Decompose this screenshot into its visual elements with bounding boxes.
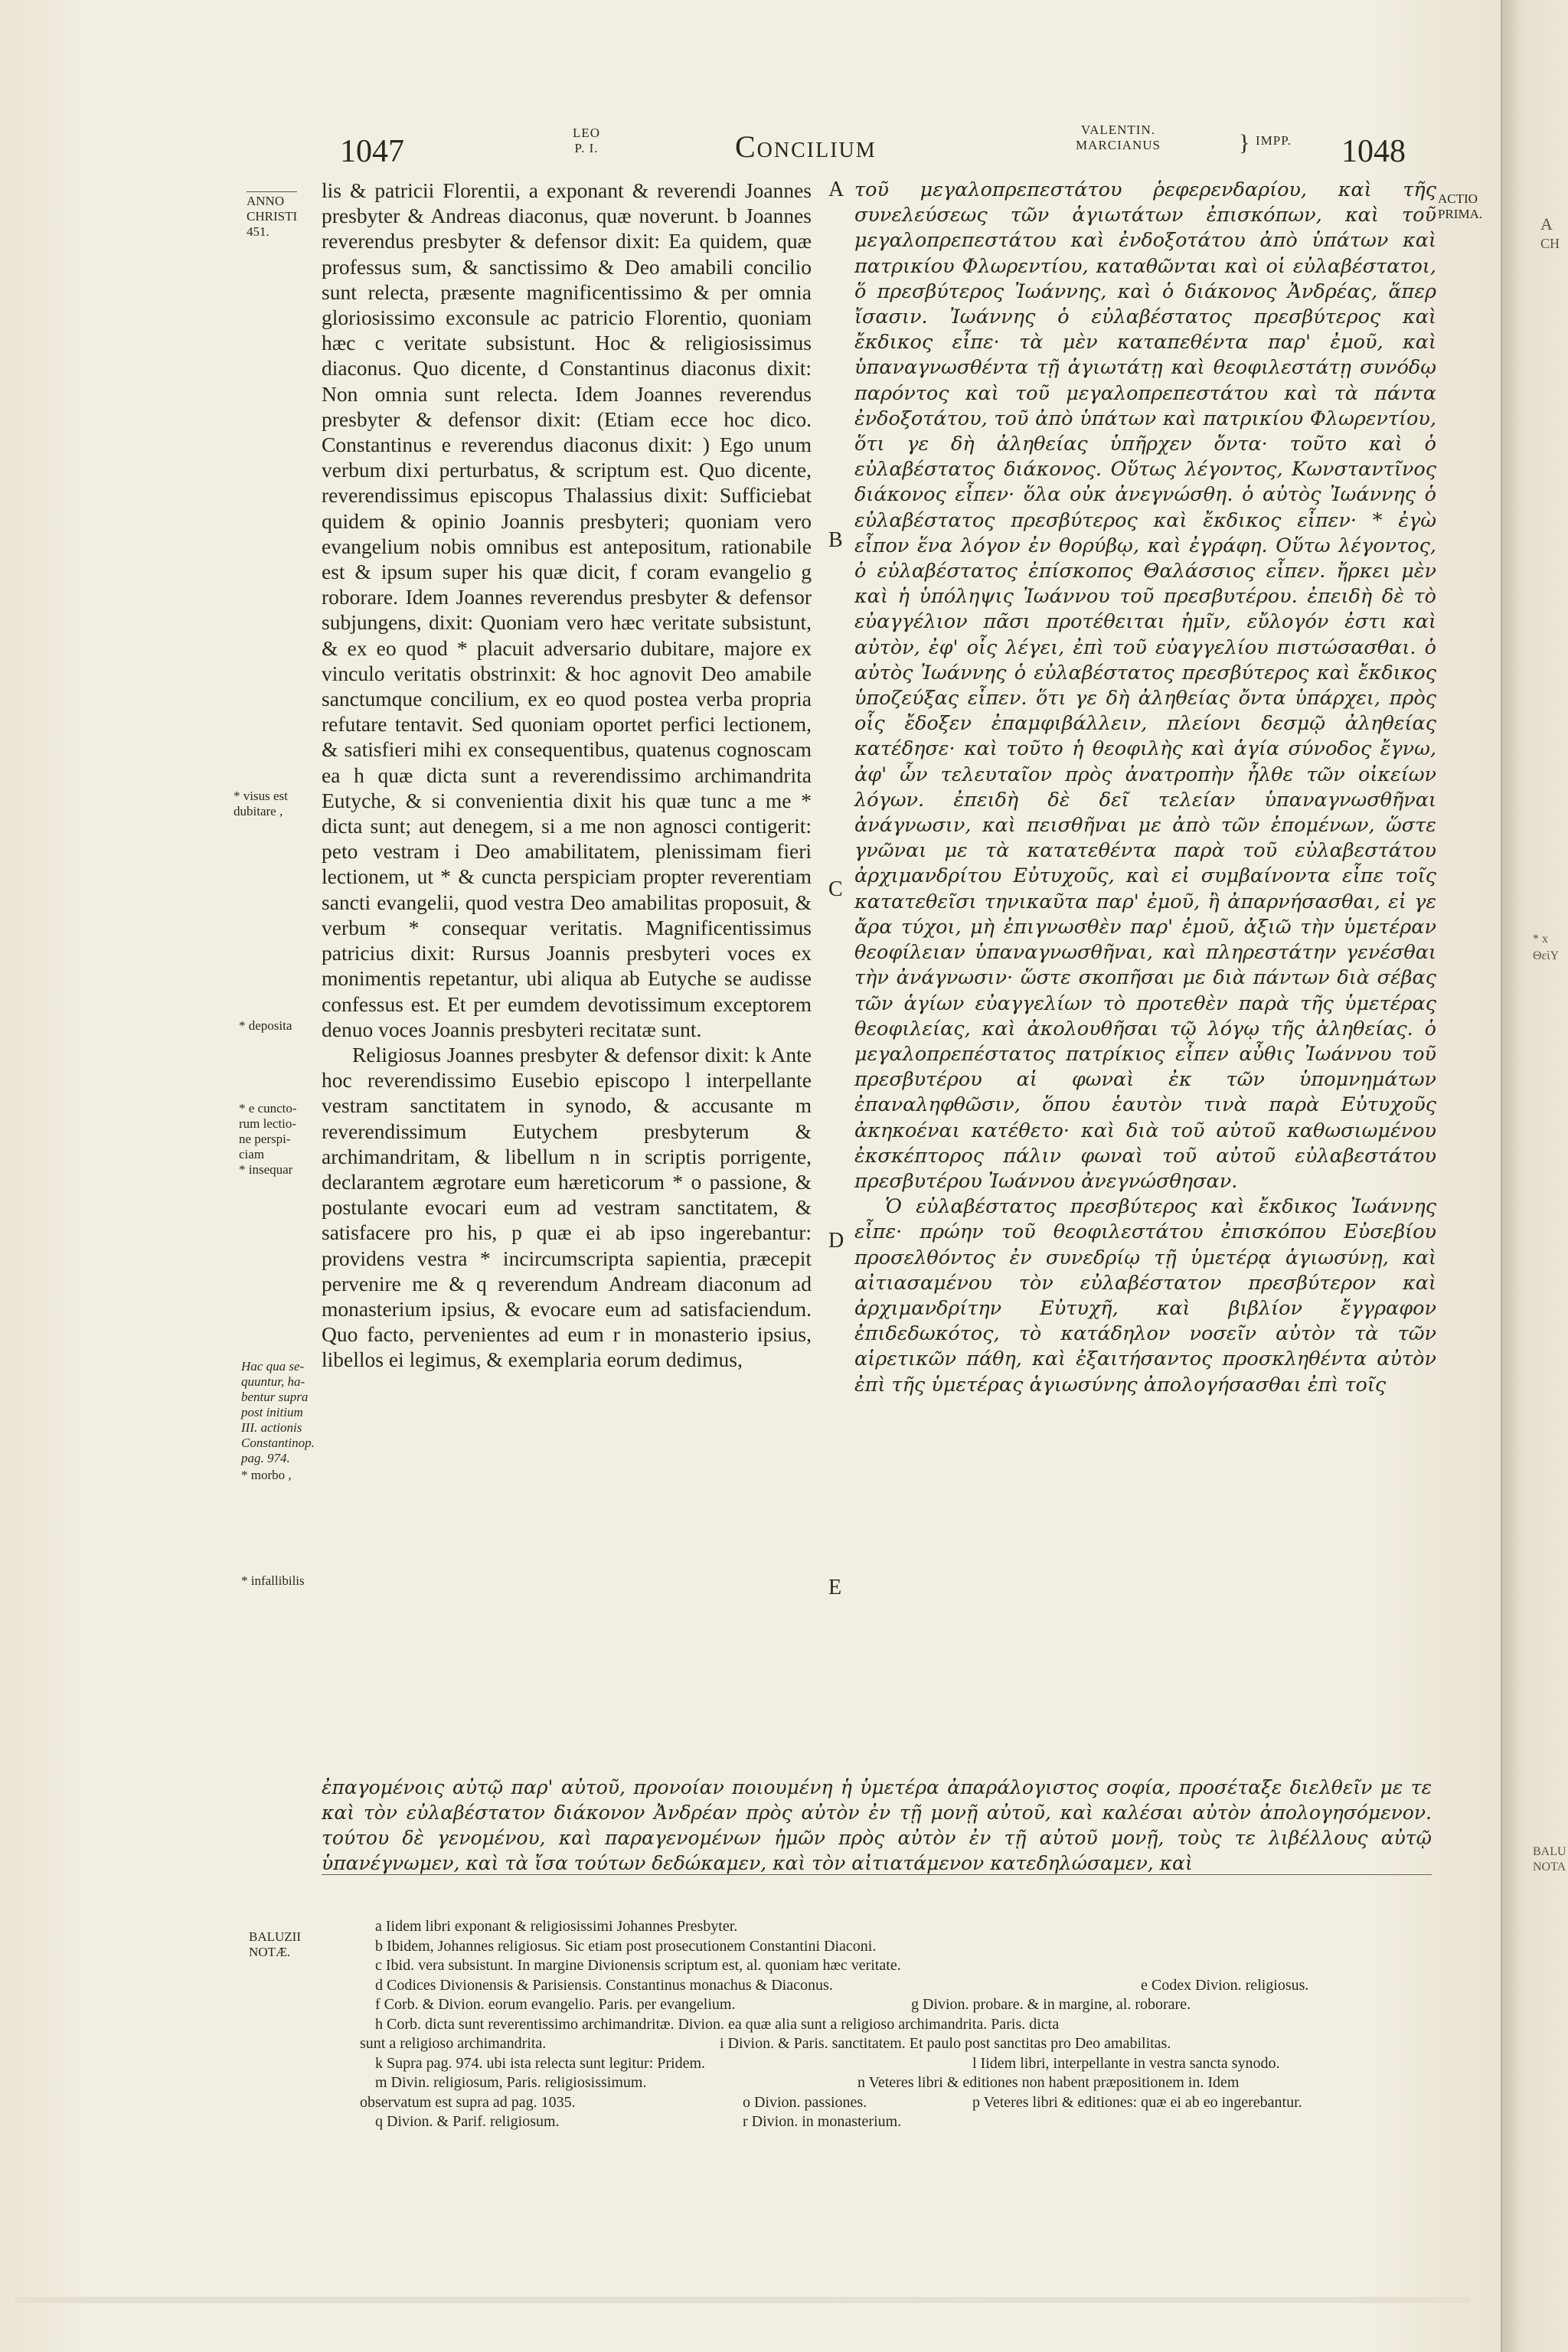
margin-note-line: Constantinop. [241, 1436, 315, 1450]
note-row [360, 2034, 1432, 2054]
facing-fragment: NOTA [1533, 1860, 1566, 1873]
note-q: q Divion. & Parif. religiosum. [375, 2113, 560, 2130]
margin-note-line: bentur supra [241, 1390, 309, 1404]
emperor-line-2: MARCIANUS [1076, 138, 1161, 152]
impp-label: IMPP. [1256, 133, 1292, 148]
note-r: r Divion. in monasterium. [743, 2113, 902, 2130]
note-row [360, 1995, 1432, 2015]
facing-fragment: BALU [1533, 1845, 1566, 1858]
page-bottom-edge [15, 2297, 1470, 2303]
note-g: g Divion. probare. & in margine, al. roborare. [911, 1996, 1191, 2013]
page-number-right: 1048 [1341, 134, 1406, 169]
margin-note-deposita: * deposita [239, 1018, 292, 1033]
margin-note-line: pag. 974. [241, 1451, 290, 1465]
note-d: d Codices Divionensis & Parisiensis. Constantinus monachus & Diaconus. [375, 1976, 833, 1994]
latin-paragraph-1: lis & patricii Florentii, a exponant & reverendi Joannes presbyter & Andreas diaconus, quæ noverunt. b Joannes reverendus presbyter & defensor dixit: Ea quidem, quæ professus sum, & sanctissimo & Deo amabili concilio sunt relecta, præsente magnificentissimo & per omnia gloriosissimo exconsule ac patricio Florentio, quoniam hæc c veritate subsistunt. Hoc & religiosissimus diaconus. Quo dicente, d Constantinus diaconus dixit: Non omnia sunt relecta. Idem Joannes reverendus presbyter & defensor dixit: (Etiam ecce hoc dico. Constantinus e reverendus diaconus dixit: ) Ego unum verbum dixi perturbatus, & scriptum est. Quo dicente, reverendissimus episcopus Thalassius dixit: Sufficiebat quidem & opinio Joannis presbyteri; quoniam vero evangelium nobis omnibus est antepositum, rationabile est & ipsum super his quæ dicit, f coram evangelio g roborare. Idem Joannes reverendus presbyter & defensor subjungens, dixit: Quoniam vero hæc veritate subsistunt, & ex eo quod * placuit adversario dubitare, majore ex vinculo veritatis obstrinxit: & hoc agnovit Deo amabile sanctumque concilium, ex eo quod postea verba propria refutare tentavit. Sed quoniam oportet perfici lectionem, & satisfieri mihi ex consequentibus, quatenus cognoscam ea h quæ dicta sunt a reverendissimo archimandrita Eutyche, & si convenientia dixit his quæ tunc a me * dicta sunt; aut denegem, si a me non agnosci contigerit: peto vestram i Deo amabilitatem, plenissimam fieri lectionem, ut * & cuncta perspiciam propter reverentiam sancti evangelii, quod vestra Deo amabilitas proposuit, & verbum * consequar veritatis. Magnificentissimus patricius dixit: Rursus Joannis presbyteri voces ex monimentis repetantur, ubi aliqua ab Eutyche se audisse confessus est. Et per eumdem devotissimum exceptorem denuo voces Joannis presbyteri recitatæ sunt. [322, 178, 812, 1041]
margin-note-line: rum lectio- [239, 1116, 297, 1131]
margin-note-line: ne perspi- [239, 1132, 291, 1146]
note-h-continued: sunt a religioso archimandrita. [360, 2035, 547, 2052]
note-row [360, 2112, 1432, 2132]
note-i: i Divion. & Paris. sanctitatem. Et paulo post sanctitas pro Deo amabilitas. [720, 2035, 1171, 2052]
page-title: Concilium [735, 129, 877, 164]
margin-note-line: ciam [239, 1147, 265, 1161]
anno-line-1: ANNO [247, 194, 285, 208]
note-m: m Divin. religiosum, Paris. religiosissimum. [375, 2074, 647, 2091]
note-p: p Veteres libri & editiones: quæ ei ab eo ingerebantur. [972, 2093, 1302, 2111]
margin-note-visus [234, 789, 288, 819]
facing-fragment: CH [1540, 236, 1560, 251]
page-number-left: 1047 [340, 134, 404, 169]
note-row [360, 1937, 1432, 1957]
greek-paragraph-1: τοῦ μεγαλοπρεπεστάτου ῥεφερενδαρίου, καὶ τῆς συνελεύσεως τῶν ἁγιωτάτων ἐπισκόπων, καὶ τοῦ μεγαλοπρεπεστάτου καὶ ἐνδοξοτάτου ἀπὸ ὑπάτων καὶ πατρικίου Φλωρεντίου, καταθῶνται καὶ οἱ εὐλαβέστατοι, ὅ πρεσβύτερος Ἰωάννης, καὶ ὁ διάκονος Ἀνδρέας, ἅπερ ἴσασιν. Ἰωάννης ὁ εὐλαβέστατος πρεσβύτερος καὶ ἔκδικος εἶπε· τὰ μὲν καταπεθέντα παρ' ἐμοῦ, καὶ ὑπαναγνωσθέντα τῇ ἁγιωτάτῃ καὶ θεοφιλεστάτῃ συνόδῳ παρόντος καὶ τοῦ μεγαλοπρεπεστάτου καὶ τὰ πάντα ἐνδοξοτάτου, τοῦ ἀπὸ ὑπάτων καὶ πατρικίου Φλωρεντίου, ὅτι γε δὴ ἀληθείας ὑπῆρχεν ὄντα· τοῦτο καὶ ὁ εὐλαβέστατος διάκονος. Οὕτως λέγοντος, Κωνσταντῖνος διάκονος εἶπεν· ὅλα οὐκ ἀνεγνώσθη. ὁ αὐτὸς Ἰωάννης ὁ εὐλαβέστατος πρεσβύτερος καὶ ἔκδικος εἶπεν· * ἐγὼ εἶπον ἕνα λόγον ἐν θορύβῳ, καὶ ἐγράφη. Οὕτω λέγοντος, ὁ εὐλαβέστατος ἐπίσκοπος Θαλάσσιος εἶπεν. ἤρκει μὲν καὶ ἡ ὑπόληψις Ἰωάννου τοῦ πρεσβυτέρου. ἐπειδὴ δὲ τὸ εὐαγγέλιον πᾶσι προτέθειται ἡμῖν, εὔλογόν ἐστι καὶ αὐτὸν, ἐφ' οἷς λέγει, ἐπὶ τοῦ εὐαγγελίου πιστώσασθαι. ὁ αὐτὸς Ἰωάννης ὁ εὐλαβέστατος πρεσβύτερος καὶ ἔκδικος ὑποζεύξας εἶπεν. ὅτι γε δὴ ἀληθείας ὄντα ὑπάρχει, πρὸς οἷς ἔδοξεν ἐπαμφιβάλλειν, πλείονι δεσμῷ ἀληθείας κατέδησε· καὶ τοῦτο ἡ θεοφιλὴς καὶ ἁγία σύνοδος ἔγνω, ἀφ' ὧν τελευταῖον πρὸς ἀνατροπὴν ἦλθε τῶν οἰκείων λόγων. ἐπειδὴ δὲ δεῖ τελείαν ὑπαναγνωσθῆναι ἀνάγνωσιν, καὶ πεισθῆναι με ἀπὸ τῶν ἑπομένων, ὥστε γνῶναι με τὰ κατατεθέντα παρὰ τοῦ εὐλαβεστάτου ἀρχιμανδρίτου Εὐτυχοῦς, καὶ εἰ συμβαίνοντα εἶπε τοῖς κατατεθεῖσι τηνικαῦτα παρ' ἐμοῦ, ἢ ἀπαρνήσασθαι, εἰ γε ἄρα τύχοι, μὴ ἐπιγνωσθὲν παρ' ἐμοῦ, ἀξιῶ τὴν ὑμετέραν θεοφίλειαν ὑπαναγνωσθῆναι, καὶ πληρεστάτην γενέσθαι τὴν ἀνάγνωσιν· ὥστε σκοπῆσαι με διὰ πάντων διὰ σέβας τῶν ἁγίων εὐαγγελίων τὸ προτεθὲν παρὰ τῆς ὑμετέρας θεοφιλείας, καὶ ἀκολουθῆσαι τῷ λόγῳ τῆς ἀληθείας. ὁ μεγαλοπρεπέστατος πατρίκιος εἶπεν αὖθις Ἰωάννου τοῦ πρεσβυτέρου αἱ φωναὶ ἐκ τῶν ὑπομνημάτων ἐπαναληφθῶσιν, ὅπου ἑαυτὸν τινὰ παρὰ Εὐτυχοῦς ἀκηκοέναι κατέθετο· καὶ διὰ τοῦ αὐτοῦ καθωσιωμένου ἐκσκέπτορος πάλιν φωναὶ τοῦ αὐτοῦ εὐλαβεστάτου πρεσβυτέρου Ἰωάννου ἀνεγνώσθησαν. [854, 178, 1436, 1193]
facing-fragment: A [1540, 214, 1553, 234]
margin-note-line: post initium [241, 1405, 303, 1419]
margin-note-morbo: * morbo , [241, 1468, 292, 1482]
anno-line-2: CHRISTI [247, 209, 298, 224]
note-n: n Veteres libri & editiones non habent præpositionem in. Idem [858, 2074, 1240, 2091]
margin-note-infallibilis: * infallibilis [241, 1573, 305, 1588]
actio-line-1: ACTIO [1438, 191, 1478, 206]
margin-note-line: * e cuncto- [239, 1101, 297, 1116]
margin-note-line: III. actionis [241, 1420, 302, 1435]
note-row [360, 2073, 1432, 2093]
margin-note-line: * visus est [234, 789, 288, 803]
note-a: a Iidem libri exponant & religiosissimi Johannes Presbyter. [375, 1918, 738, 1935]
facing-page-edge [1501, 0, 1568, 2352]
section-letter-d: D [828, 1229, 844, 1253]
note-row [360, 2054, 1432, 2074]
fullwidth-greek-text: ἐπαγομένοις αὐτῷ παρ' αὐτοῦ, προνοίαν ποιουμένη ἡ ὑμετέρα ἀπαράλογιστος σοφία, προσέταξε διελθεῖν με τε καὶ τὸν εὐλαβέστατον διάκονον Ἀνδρέαν πρὸς αὐτὸν ἐν τῇ μονῇ αὐτοῦ, καὶ καλέσαι αὐτὸν ἀπολογησόμενον. τούτου δὲ γενομένου, καὶ παραγενομένων ἡμῶν πρὸς αὐτὸν ἐν τῇ αὐτοῦ μονῇ, τοὺς τε λιβέλλους αὐτῷ ὑπανέγνωμεν, καὶ τὰ ἴσα τούτων δεδώκαμεν, καὶ τὸν αἰτιατάμενον κατεδηλώσαμεν, καὶ [322, 1776, 1432, 1874]
note-b: b Ibidem, Johannes religiosus. Sic etiam post prosecutionem Constantini Diaconi. [375, 1937, 877, 1955]
actio-prima-margin [1438, 191, 1482, 222]
notes-label-line-1: BALUZII [249, 1929, 301, 1944]
latin-column [322, 178, 812, 1373]
note-n-continued: observatum est supra ad pag. 1035. [360, 2093, 576, 2111]
notes-label-line-2: NOTÆ. [249, 1945, 291, 1959]
note-row [360, 1956, 1432, 1976]
brace-glyph: } [1239, 130, 1251, 155]
notes-divider [322, 1874, 1432, 1875]
facing-fragment: * x [1533, 933, 1548, 946]
latin-paragraph-2: Religiosus Joannes presbyter & defensor dixit: k Ante hoc reverendissimo Eusebio episcopo l interpellante vestram sanctitatem in synodo, & accusante m reverendissimum Eutychem presbyterum & archimandritam, & libellum n in scriptis porrigente, declarantem ægrotare eum hæreticorum * o passione, & postulante evocari eum ad vestram sanctitatem, & satisfacere pro his, p quæ ei ab ipso ingerebantur: providens vestra * incircumscripta sapientia, præcepit pervenire me & q reverendum Andream diaconum ad monasterium ipsius, & evocare eum ad satisfaciendum. Quo facto, pervenientes ad eum r in monasterio ipsius, libellos ei legimus, & exemplaria eorum dedimus, [322, 1042, 812, 1372]
leo-label [573, 126, 600, 156]
note-l: l Iidem libri, interpellante in vestra sancta synodo. [972, 2054, 1280, 2072]
note-row [360, 2093, 1432, 2113]
emperor-line-1: VALENTIN. [1081, 122, 1155, 137]
note-e: e Codex Divion. religiosus. [1141, 1976, 1309, 1994]
facing-fragment: ΘεὶΥ [1533, 949, 1560, 962]
actio-line-2: PRIMA. [1438, 207, 1483, 221]
margin-note-cross-reference [241, 1359, 315, 1466]
note-row [360, 1917, 1432, 1937]
greek-column [854, 178, 1436, 1398]
margin-note-line: dubitare , [234, 804, 283, 818]
note-row [360, 1976, 1432, 1996]
margin-note-cuncta [239, 1101, 297, 1178]
section-letter-a: A [828, 178, 844, 201]
leo-line-1: LEO [573, 126, 601, 140]
emperors-label [1076, 122, 1161, 153]
anno-line-3: 451. [247, 224, 270, 239]
section-letter-c: C [828, 877, 843, 901]
section-letter-e: E [828, 1576, 842, 1599]
margin-note-line: Hac qua se- [241, 1359, 305, 1374]
note-k: k Supra pag. 974. ubi ista relecta sunt legitur: Pridem. [375, 2054, 706, 2072]
running-header [0, 115, 1501, 176]
anno-christi-margin [247, 191, 297, 240]
note-row [360, 2015, 1432, 2035]
margin-note-line: quuntur, ha- [241, 1374, 305, 1389]
note-f: f Corb. & Divion. eorum evangelio. Paris. per evangelium. [375, 1996, 736, 2013]
greek-paragraph-2: Ὁ εὐλαβέστατος πρεσβύτερος καὶ ἔκδικος Ἰωάννης εἶπε· πρώην τοῦ θεοφιλεστάτου ἐπισκόπου Εὐσεβίου προσελθόντος ἐν συνεδρίῳ τῇ ὑμετέρᾳ ἁγιωσύνῃ, καὶ αἰτιασαμένου τὸν εὐλαβέστατον πρεσβύτερον καὶ ἀρχιμανδρίτην Εὐτυχῆ, καὶ βιβλίον ἔγγραφον ἐπιδεδωκότος, τὸ κατάδηλον νοσεῖν αὐτὸν τὰ τῶν αἱρετικῶν πάθη, καὶ ἐξαιτήσαντος προσκληθέντα αὐτὸν ἐπὶ τῆς ὑμετέρας ἁγιωσύνης ἀπολογήσασθαι ἐπὶ τοῖς [854, 1195, 1436, 1396]
baluzii-notes [360, 1917, 1432, 2132]
baluzii-notae-label [249, 1929, 301, 1960]
section-letter-b: B [828, 528, 843, 552]
note-o: o Divion. passiones. [743, 2093, 867, 2111]
leo-line-2: P. I. [574, 141, 599, 155]
margin-note-line: * insequar [239, 1162, 293, 1177]
note-h: h Corb. dicta sunt reverentissimo archimandritæ. Divion. ea quæ alia sunt a religioso archimandrita. Paris. dicta [375, 2015, 1060, 2033]
note-c: c Ibid. vera subsistunt. In margine Divionensis scriptum est, al. quoniam hæc veritate. [375, 1957, 901, 1974]
